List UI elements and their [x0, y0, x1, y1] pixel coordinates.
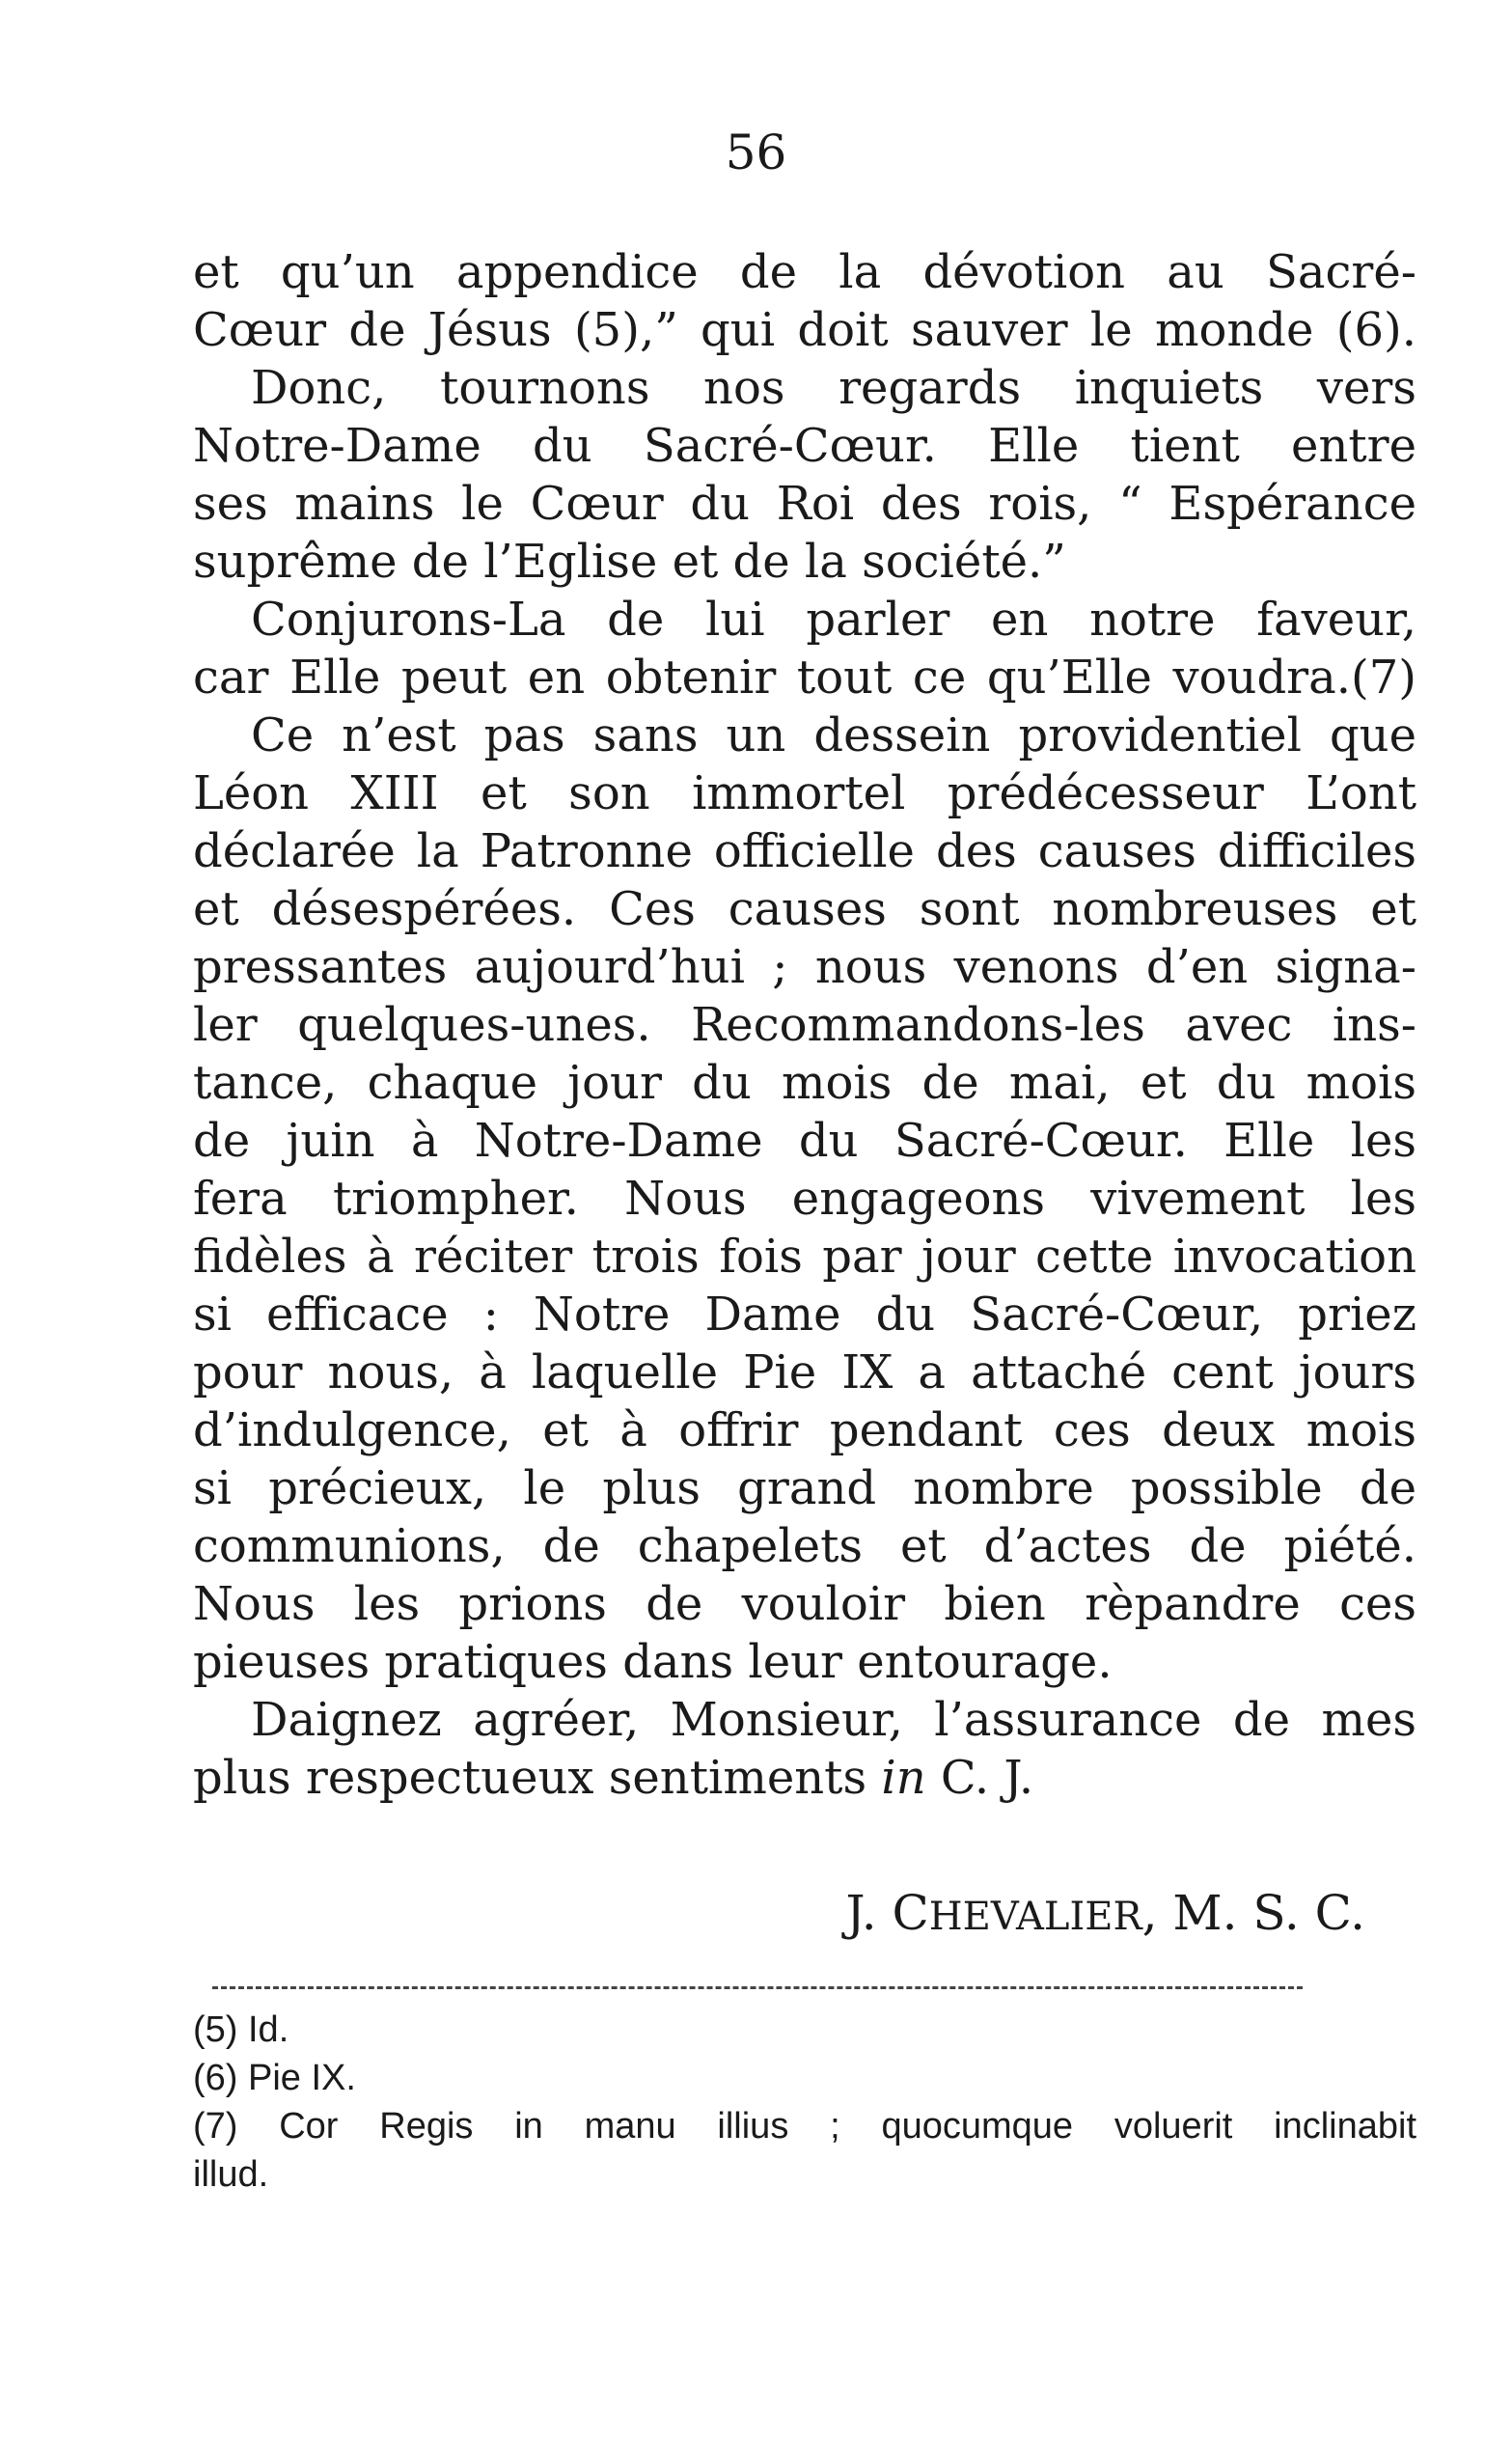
text-line: de juin à Notre-Dame du Sacré-Cœur. Elle les — [193, 1114, 1416, 1168]
text-line: Nous les prions de vouloir bien rèpandre ces — [193, 1577, 1416, 1631]
text-line: Daignez agréer, Monsieur, l’assurance de mes — [251, 1693, 1416, 1747]
text-line: et qu’un appendice de la dévotion au Sacré- — [193, 245, 1416, 299]
footnote: (5) Id. — [193, 2009, 289, 2050]
text-line: Ce n’est pas sans un dessein providentiel que — [251, 708, 1416, 762]
text-line: ses mains le Cœur du Roi des rois, “ Espérance — [193, 477, 1416, 531]
footnote-divider — [212, 1986, 1303, 1989]
closing-text: plus respectueux sentiments — [193, 1751, 882, 1805]
closing-suffix: C. J. — [925, 1751, 1034, 1805]
signature-initial: J. C — [845, 1885, 929, 1941]
text-line: si efficace : Notre Dame du Sacré-Cœur, priez — [193, 1288, 1416, 1342]
signature — [193, 1882, 1365, 1948]
text-line: ler quelques-unes. Recommandons-les avec ins- — [193, 998, 1416, 1052]
page-number: 56 — [725, 125, 787, 180]
text-line: Léon XIII et son immortel prédécesseur L’ont — [193, 766, 1416, 820]
signature-small-caps: HEVALIER — [928, 1895, 1142, 1939]
footnote: illud. — [193, 2154, 269, 2195]
text-line: Conjurons-La de lui parler en notre faveur, — [251, 593, 1416, 647]
text-line: fidèles à réciter trois fois par jour cette invocation — [193, 1230, 1416, 1284]
footnote: (7) Cor Regis in manu illius ; quocumque voluerit inclinabit — [193, 2106, 1416, 2147]
text-line: tance, chaque jour du mois de mai, et du mois — [193, 1056, 1416, 1110]
text-line: Cœur de Jésus (5),” qui doit sauver le monde (6). — [193, 303, 1416, 357]
text-line: Notre-Dame du Sacré-Cœur. Elle tient entre — [193, 419, 1416, 473]
text-line: pieuses pratiques dans leur entourage. — [193, 1635, 1113, 1689]
text-line: d’indulgence, et à offrir pendant ces deux mois — [193, 1403, 1416, 1457]
text-line: pressantes aujourd’hui ; nous venons d’en signa- — [193, 940, 1416, 994]
signature-suffix: , M. S. C. — [1141, 1885, 1365, 1941]
text-line: suprême de l’Eglise et de la société.” — [193, 535, 1066, 589]
text-line: fera triompher. Nous engageons vivement les — [193, 1172, 1416, 1226]
footnote: (6) Pie IX. — [193, 2058, 356, 2098]
text-line: et désespérées. Ces causes sont nombreuses et — [193, 882, 1416, 936]
text-line: Donc, tournons nos regards inquiets vers — [251, 361, 1416, 415]
closing-italic: in — [881, 1751, 926, 1805]
text-line: si précieux, le plus grand nombre possible de — [193, 1461, 1416, 1515]
text-line: car Elle peut en obtenir tout ce qu’Elle voudra.(7) — [193, 651, 1416, 705]
text-line: pour nous, à laquelle Pie IX a attaché cent jours — [193, 1345, 1416, 1399]
text-line: déclarée la Patronne officielle des causes difficiles — [193, 824, 1416, 878]
footnotes — [193, 2006, 1416, 2199]
text-line: communions, de chapelets et d’actes de piété. — [193, 1519, 1416, 1573]
closing-line — [193, 1749, 1416, 1807]
letter-body — [193, 243, 1416, 1807]
